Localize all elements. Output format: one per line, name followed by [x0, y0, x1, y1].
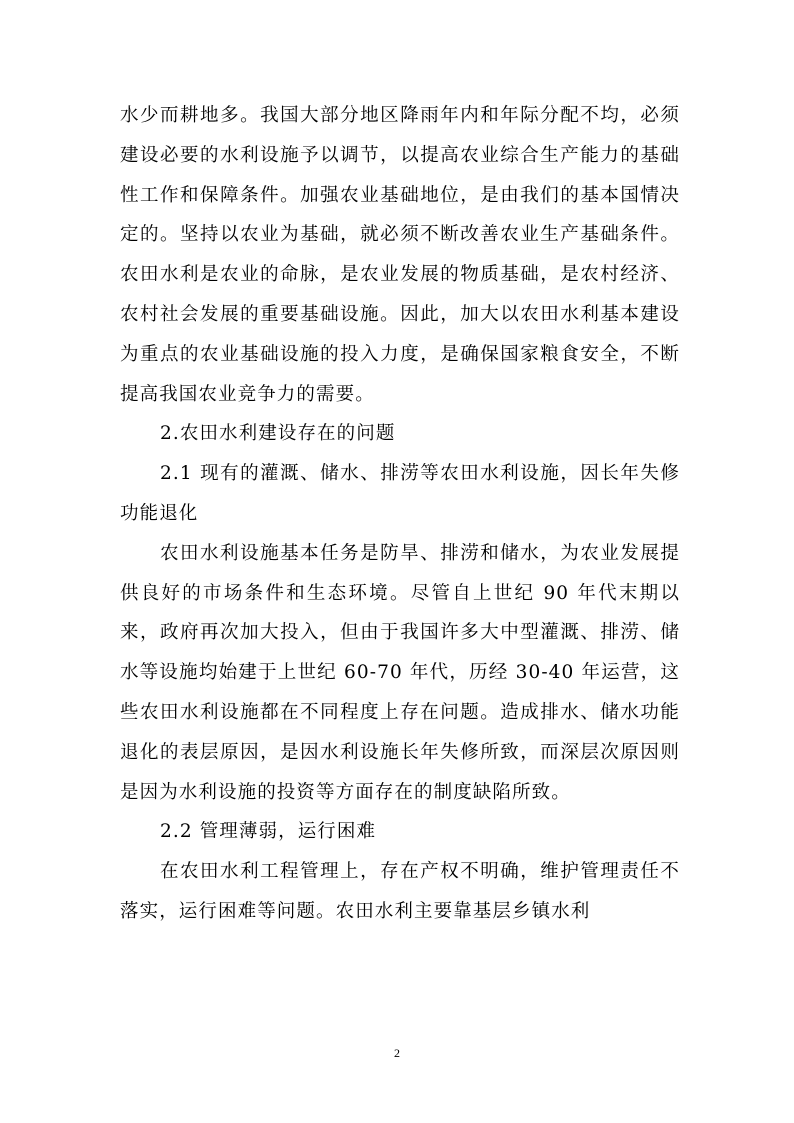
paragraph: 在农田水利工程管理上，存在产权不明确，维护管理责任不落实，运行困难等问题。农田水利主要靠基层乡镇水利: [120, 861, 680, 922]
paragraph-continuation: 水少而耕地多。我国大部分地区降雨年内和年际分配不均，必须建设必要的水利设施予以调节，以提高农业综合生产能力的基础性工作和保障条件。加强农业基础地位，是由我们的基本国情决定的。坚持以农业为基础，就必须不断改善农业生产基础条件。农田水利是农业的命脉，是农业发展的物质基础，是农村经济、农村社会发展的重要基础设施。因此，加大以农田水利基本建设为重点的农业基础设施的投入力度，是确保国家粮食安全，不断提高我国农业竞争力的需要。: [120, 105, 680, 405]
subsection-heading: 2.2 管理薄弱，运行困难: [160, 821, 377, 843]
body-text: [120, 96, 680, 932]
paragraph: 农田水利设施基本任务是防旱、排涝和储水，为农业发展提供良好的市场条件和生态环境。尽管自上世纪 90 年代末期以来，政府再次加大投入，但由于我国许多大中型灌溉、排涝、储水等设施均始建于上世纪 60-70 年代，历经 30-40 年运营，这些农田水利设施都在不同程度上存在问题。造成排水、储水功能退化的表层原因，是因水利设施长年失修所致，而深层次原因则是因为水利设施的投资等方面存在的制度缺陷所致。: [120, 542, 680, 803]
section-heading: 2.农田水利建设存在的问题: [160, 423, 396, 445]
subsection-heading: 2.1 现有的灌溉、储水、排涝等农田水利设施，因长年失修功能退化: [120, 463, 680, 524]
page-number: 2: [394, 1046, 400, 1060]
